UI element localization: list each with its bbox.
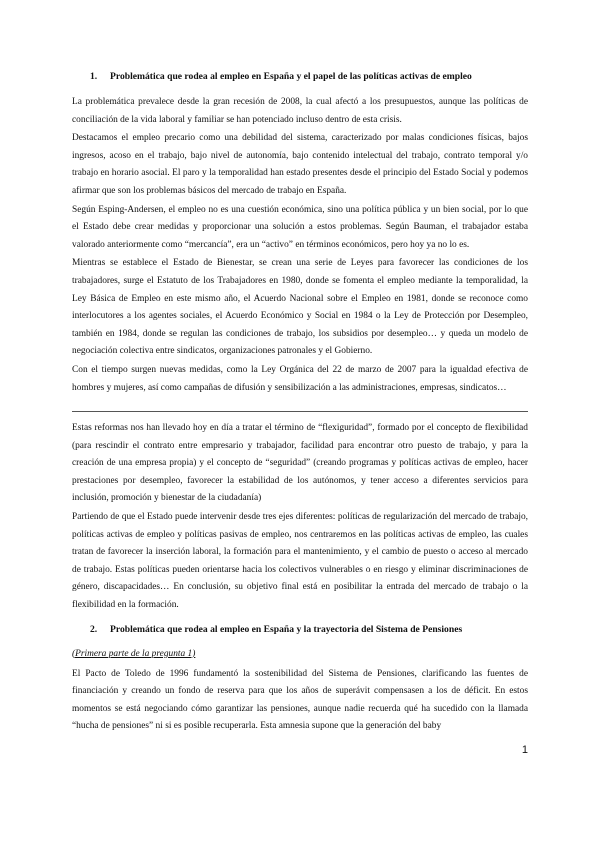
paragraph: La problemática prevalece desde la gran recesión de 2008, la cual afectó a los presupuestos, aunque las políticas de conciliación de la vida laboral y familiar se han potenciado incluso dentro de esta crisis. — [72, 97, 528, 125]
paragraph: Partiendo de que el Estado puede intervenir desde tres ejes diferentes: políticas de regularización del mercado de trabajo, políticas activas de empleo y políticas pasivas de empleo, nos centraremos en las políticas activas de empleo, las cuales tratan de favorecer la inserción laboral, la formación para el mantenimiento, y el cambio de puesto o acceso al mercado de trabajo. Estas políticas pueden orientarse hacia los colectivos vulnerables o en riesgo y eliminar discriminaciones de género, discapacidades… En conclusión, su objetivo final está en posibilitar la entrada del mercado de trabajo o la flexibilidad en la formación. — [72, 512, 528, 611]
section-2-heading — [90, 623, 528, 637]
page-number: 1 — [521, 744, 528, 756]
paragraph: Mientras se establece el Estado de Bienestar, se crean una serie de Leyes para favorecer las condiciones de los trabajadores, surge el Estatuto de los Trabajadores en 1980, donde se fomenta el empleo mediante la temporalidad, la Ley Básica de Empleo en este mismo año, el Acuerdo Nacional sobre el Empleo en 1981, donde se reconoce como interlocutores a los agentes sociales, el Acuerdo Económico y Social en 1984 o la Ley de Protección por Desempleo, también en 1984, donde se regulan las condiciones de trabajo, los subsidios por desempleo… y queda un modelo de negociación colectiva entre sindicatos, organizaciones patronales y el Gobierno. — [72, 258, 528, 357]
paragraph: Destacamos el empleo precario como una debilidad del sistema, caracterizado por malas condiciones físicas, bajos ingresos, acoso en el trabajo, bajo nivel de autonomía, bajo contenido intelectual del trabajo, contrato temporal y/o trabajo en horario asocial. El paro y la temporalidad han estado presentes desde el principio del Estado Social y podemos afirmar que son los problemas básicos del mercado de trabajo en España. — [72, 133, 528, 196]
paragraph: El Pacto de Toledo de 1996 fundamentó la sostenibilidad del Sistema de Pensiones, clarificando las fuentes de financiación y creando un fondo de reserva para que los años de superávit compensasen a los de déficit. En estos momentos se está negociando cómo garantizar las pensiones, aunque nadie recuerda qué ha sucedido con la llamada “hucha de pensiones” ni si es posible recuperarla. Esta amnesia supone que la generación del baby — [72, 668, 528, 732]
paragraph: Estas reformas nos han llevado hoy en día a tratar el término de “flexiguridad”, formado por el concepto de flexibilidad (para rescindir el contrato entre empresario y trabajador, facilidad para encontrar otro puesto de trabajo, y para la creación de una empresa propia) y el concepto de “seguridad” (creando programas y políticas activas de empleo, hacer prestaciones por desempleo, favorecer la estabilidad de los autónomos, y tener acceso a diferentes servicios para inclusión, promoción y bienestar de la ciudadanía) — [72, 423, 528, 504]
paragraph: Según Esping-Andersen, el empleo no es una cuestión económica, sino una política pública y un bien social, por lo que el Estado debe crear medidas y proporcionar una solución a estos problemas. Según Bauman, el trabajador estaba valorado anteriormente como “mercancía”, era un “activo” en términos económicos, pero hoy ya no lo es. — [72, 204, 528, 250]
horizontal-divider — [72, 411, 528, 412]
section-number: 1. — [90, 71, 98, 82]
section-title: Problemática que rodea al empleo en España y la trayectoria del Sistema de Pensiones — [110, 623, 463, 635]
section-title: Problemática que rodea al empleo en España y el papel de las políticas activas de empleo — [110, 71, 472, 82]
section-number: 2. — [90, 623, 98, 635]
section-subtitle: (Primera parte de la pregunta 1) — [72, 648, 196, 659]
section-1-heading — [90, 70, 528, 84]
paragraph: Con el tiempo surgen nuevas medidas, como la Ley Orgánica del 22 de marzo de 2007 para la igualdad efectiva de hombres y mujeres, así como campañas de difusión y sensibilización a las administraciones, empresas, sindicatos… — [72, 364, 528, 393]
